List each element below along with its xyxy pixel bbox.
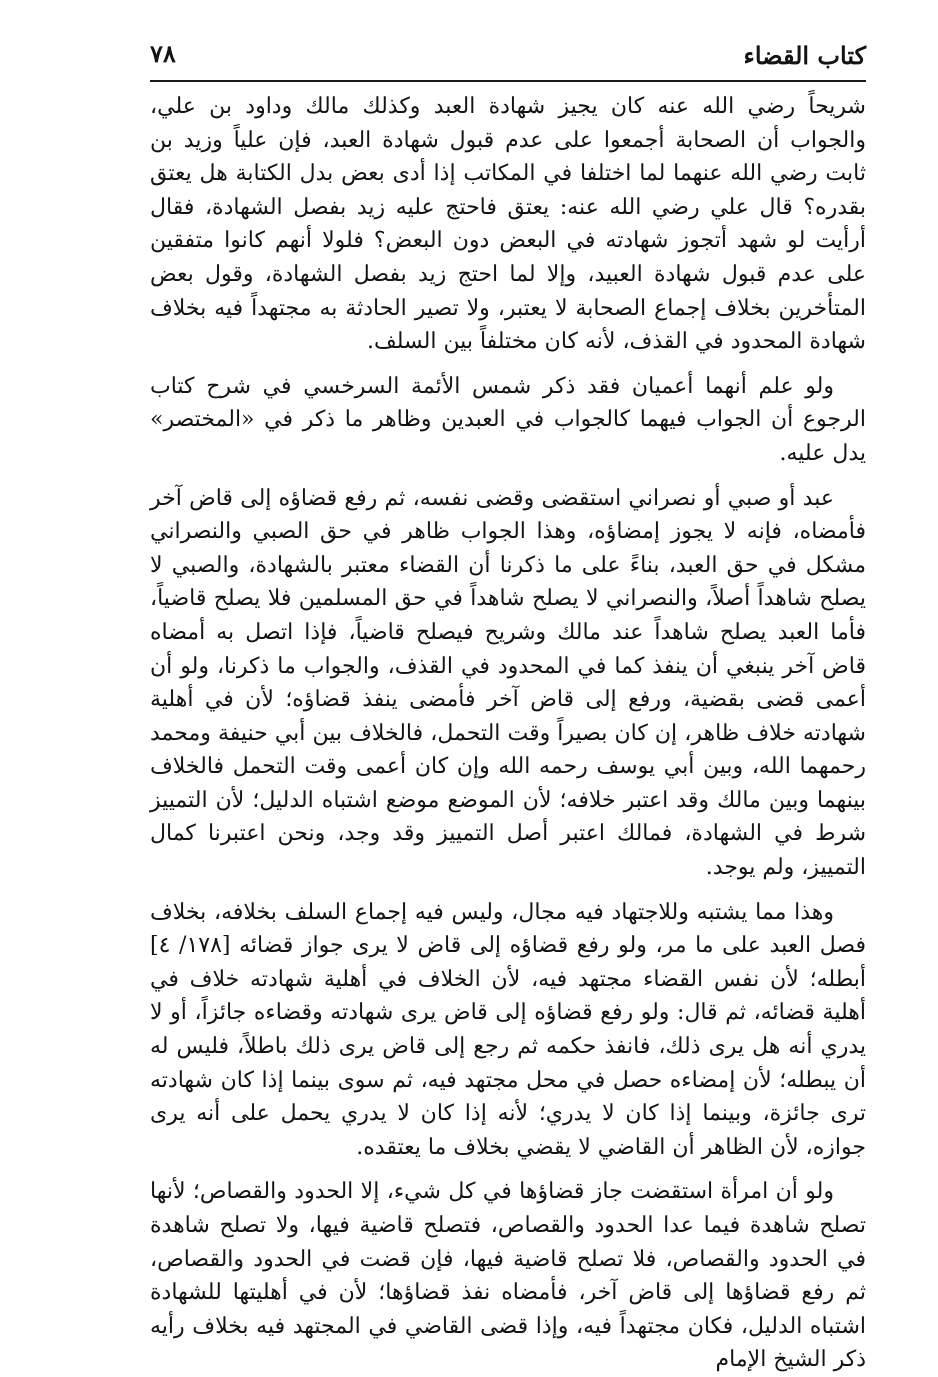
page-header	[150, 34, 866, 78]
paragraph: عبد أو صبي أو نصراني استقضى وقضى نفسه، ثم رفع قضاؤه إلى قاض آخر فأمضاه، فإنه لا يجوز إمضاؤه، وهذا الجواب ظاهر في حق الصبي والنصراني مشكل في حق العبد، بناءً على ما ذكرنا أن القضاء معتبر بالشهادة، والصبي لا يصلح شاهداً أصلاً، والنصراني لا يصلح شاهداً في حق المسلمين فلا يصلح قاضياً، فأما العبد يصلح شاهداً عند مالك وشريح فيصلح قاضياً، فإذا اتصل به أمضاه قاض آخر ينبغي أن ينفذ كما في المحدود في القذف، والجواب ما ذكرنا، ولو أن أعمى قضى بقضية، ورفع إلى قاض آخر فأمضى ينفذ قضاؤه؛ لأن في أهلية شهادته خلاف ظاهر، إن كان بصيراً وقت التحمل، فالخلاف بين أبي حنيفة ومحمد رحمهما الله، وبين أبي يوسف رحمه الله وإن كان أعمى وقت التحمل فالخلاف بينهما وبين مالك وقد اعتبر خلافه؛ لأن الموضع موضع اشتباه الدليل؛ لأن التمييز شرط في الشهادة، فمالك اعتبر أصل التمييز وقد وجد، ونحن اعتبرنا كمال التمييز، ولم يوجد.	[150, 485, 866, 881]
page-body	[150, 90, 866, 1377]
running-title: كتاب القضاء	[743, 41, 866, 70]
header-divider	[150, 80, 866, 82]
paragraph: ولو أن امرأة استقضت جاز قضاؤها في كل شيء، إلا الحدود والقصاص؛ لأنها تصلح شاهدة فيما عدا الحدود والقصاص، فتصلح قاضية فيها، ولا تصلح شاهدة في الحدود والقصاص، فلا تصلح قاضية فيها، فإن قضت في الحدود والقصاص، ثم رفع قضاؤها إلى قاض آخر، فأمضاه نفذ قضاؤها؛ لأن في أهليتها للشهادة اشتباه الدليل، فكان مجتهداً فيه، وإذا قضى القاضي في المجتهد فيه بخلاف رأيه ذكر الشيخ الإمام	[150, 1179, 866, 1373]
paragraph: ولو علم أنهما أعميان فقد ذكر شمس الأئمة السرخسي في شرح كتاب الرجوع أن الجواب فيهما كالجواب في العبدين وظاهر ما ذكر في «المختصر» يدل عليه.	[150, 373, 866, 466]
paragraph: شريحاً رضي الله عنه كان يجيز شهادة العبد وكذلك مالك وداود بن علي، والجواب أن الصحابة أجمعوا على عدم قبول شهادة العبد، فإن علياً وزيد بن ثابت رضي الله عنهما لما اختلفا في المكاتب إذا أدى بعض بدل الكتابة هل يعتق بقدره؟ قال علي رضي الله عنه: يعتق فاحتج عليه زيد بفصل الشهادة، فقال أرأيت لو شهد أتجوز شهادته في البعض دون البعض؟ فلولا أنهم كانوا متفقين على عدم قبول شهادة العبيد، وإلا لما احتج زيد بفصل الشهادة، وقول بعض المتأخرين بخلاف إجماع الصحابة لا يعتبر، ولا تصير الحادثة به مجتهداً فيه بخلاف شهادة المحدود في القذف، لأنه كان مختلفاً بين السلف.	[150, 94, 866, 355]
paragraph: وهذا مما يشتبه وللاجتهاد فيه مجال، وليس فيه إجماع السلف بخلافه، بخلاف فصل العبد على ما مر، ولو رفع قضاؤه إلى قاض لا يرى جواز قضائه [١٧٨/ ٤] أبطله؛ لأن نفس القضاء مجتهد فيه، لأن الخلاف في أهلية شهادته خلاف في أهلية قضائه، ثم قال: ولو رفع قضاؤه إلى قاض يرى شهادته وقضاءه جائزاً، أو لا يدري أنه هل يرى ذلك، فانفذ حكمه ثم رجع إلى قاض يرى ذلك باطلاً، فليس له أن يبطله؛ لأن إمضاءه حصل في محل مجتهد فيه، ثم سوى بينما إذا كان شهادته ترى جائزة، وبينما إذا كان لا يدري؛ لأنه إذا كان لا يدري يحمل على أنه يرى جوازه، لأن الظاهر أن القاضي لا يقضي بخلاف ما يعتقده.	[150, 899, 867, 1160]
page-number: ٧٨	[150, 39, 176, 68]
